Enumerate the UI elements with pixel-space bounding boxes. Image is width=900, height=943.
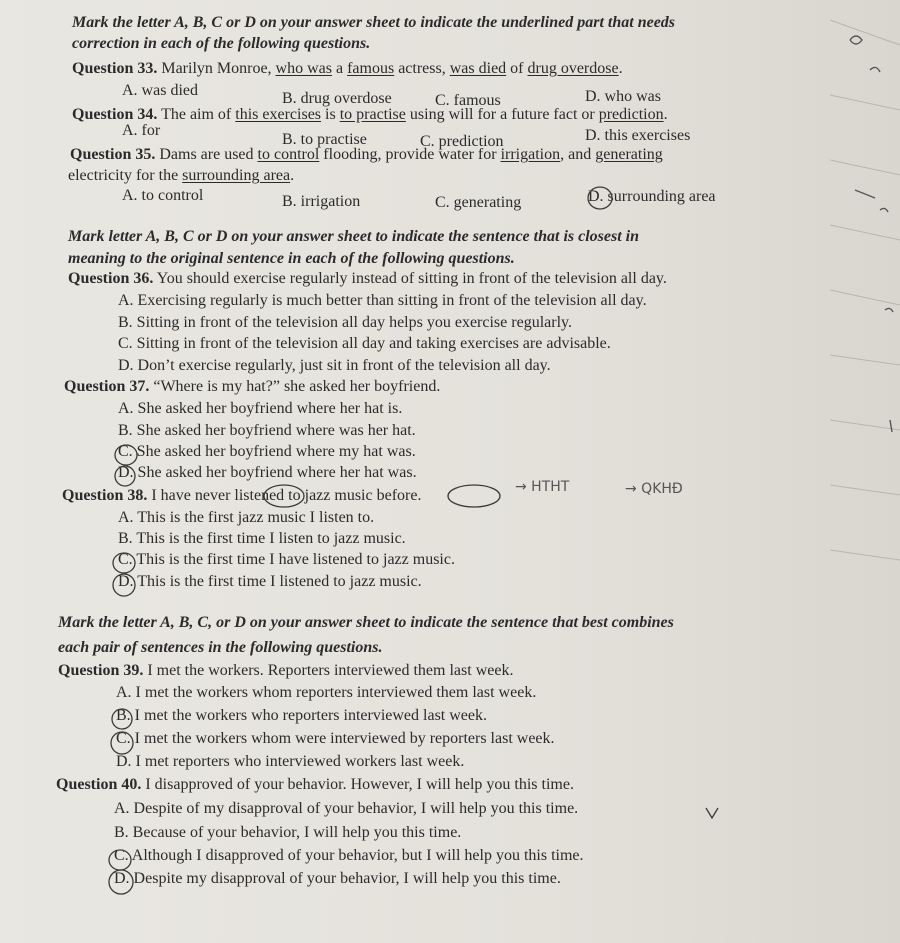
option-37-a: A. She asked her boyfriend where her hat is. [118, 400, 403, 417]
underlined-part: irrigation [500, 146, 561, 163]
question-40 [56, 776, 574, 794]
question-35-continued [68, 167, 294, 185]
section3-instruction-line2: each pair of sentences in the following questions. [58, 639, 383, 656]
underlined-part: to practise [339, 106, 406, 123]
question-text: of [510, 60, 524, 77]
option-39-b: B. I met the workers who reporters interviewed last week. [116, 707, 487, 724]
question-33 [72, 60, 623, 78]
option-38-b: B. This is the first time I listen to jazz music. [118, 530, 406, 547]
option-36-a: A. Exercising regularly is much better than sitting in front of the television all day. [118, 292, 647, 309]
option-38-a: A. This is the first jazz music I listen to. [118, 509, 375, 526]
option-34-d: D. this exercises [585, 127, 691, 144]
question-text: Marilyn Monroe, [161, 60, 272, 77]
option-35-b: B. irrigation [282, 193, 361, 210]
option-40-a: A. Despite of my disapproval of your behavior, I will help you this time. [114, 800, 579, 817]
question-text: flooding, provide water for [323, 146, 497, 163]
underlined-part: who was [275, 60, 332, 77]
section2-instruction-line1: Mark letter A, B, C or D on your answer sheet to indicate the sentence that is closest in [68, 228, 639, 245]
option-35-d: D. surrounding area [588, 188, 716, 205]
option-39-a: A. I met the workers whom reporters interviewed them last week. [116, 684, 537, 701]
underlined-part: famous [347, 60, 395, 77]
question-text: . [663, 106, 668, 123]
question-38 [62, 487, 421, 505]
question-text: is [325, 106, 336, 123]
option-40-c: C. Although I disapproved of your behavior, but I will help you this time. [114, 847, 584, 864]
question-text: You should exercise regularly instead of sitting in front of the television all day. [156, 270, 667, 287]
option-40-d: D. Despite my disapproval of your behavior, I will help you this time. [114, 870, 561, 887]
option-37-d: D. She asked her boyfriend where her hat was. [118, 464, 417, 481]
underlined-part: this exercises [235, 106, 322, 123]
question-label: Question 34. [72, 106, 158, 123]
question-text: Dams are used [159, 146, 254, 163]
question-39 [58, 662, 513, 680]
question-label: Question 35. [70, 146, 156, 163]
option-38-c: C. This is the first time I have listened to jazz music. [118, 551, 455, 568]
option-34-a: A. for [122, 122, 161, 139]
underlined-part: to control [257, 146, 320, 163]
question-text: . [618, 60, 623, 77]
question-label: Question 33. [72, 60, 158, 77]
question-text: a [335, 60, 344, 77]
option-39-d: D. I met reporters who interviewed workers last week. [116, 753, 465, 770]
option-39-c: C. I met the workers whom were interviewed by reporters last week. [116, 730, 555, 747]
question-text: using will for a future fact or [409, 106, 595, 123]
question-label: Question 38. [62, 487, 148, 504]
option-35-a: A. to control [122, 187, 204, 204]
section1-instruction-line2: correction in each of the following questions. [72, 35, 371, 52]
option-33-b: B. drug overdose [282, 90, 392, 107]
section3-instruction-line1: Mark the letter A, B, C, or D on your answer sheet to indicate the sentence that best combines [58, 614, 674, 631]
underlined-part: surrounding area [182, 167, 291, 184]
option-36-c: C. Sitting in front of the television all day and taking exercises are advisable. [118, 335, 611, 352]
underlined-part: generating [595, 146, 663, 163]
circle-word-before [448, 485, 500, 507]
question-text: The aim of [161, 106, 232, 123]
handwritten-note-tense: → HTHT [515, 479, 570, 495]
option-36-d: D. Don’t exercise regularly, just sit in front of the television all day. [118, 357, 551, 374]
question-35 [70, 146, 663, 164]
question-text: . [290, 167, 295, 184]
question-text: I have never listened to jazz music before. [151, 487, 422, 504]
question-text: I met the workers. Reporters interviewed them last week. [147, 662, 514, 679]
option-33-c: C. famous [435, 92, 501, 109]
option-34-b: B. to practise [282, 131, 367, 148]
question-text: “Where is my hat?” she asked her boyfriend. [153, 378, 441, 395]
option-36-b: B. Sitting in front of the television all day helps you exercise regularly. [118, 314, 572, 331]
question-label: Question 37. [64, 378, 150, 395]
option-34-c: C. prediction [420, 133, 504, 150]
question-label: Question 40. [56, 776, 142, 793]
question-label: Question 39. [58, 662, 144, 679]
question-text: I disapproved of your behavior. However, I will help you this time. [145, 776, 574, 793]
option-35-c: C. generating [435, 194, 522, 211]
handwritten-note-past: → QKHĐ [625, 481, 683, 497]
question-34 [72, 106, 668, 124]
option-37-b: B. She asked her boyfriend where was her hat. [118, 422, 416, 439]
option-33-d: D. who was [585, 88, 661, 105]
section1-instruction-line1: Mark the letter A, B, C or D on your answer sheet to indicate the underlined part that needs [72, 14, 676, 31]
option-38-d: D. This is the first time I listened to jazz music. [118, 573, 422, 590]
option-37-c: C. She asked her boyfriend where my hat was. [118, 443, 416, 460]
option-40-b: B. Because of your behavior, I will help you this time. [114, 824, 462, 841]
pen-x-mark-40-a [706, 808, 718, 818]
underlined-part: prediction [598, 106, 664, 123]
question-label: Question 36. [68, 270, 154, 287]
option-33-a: A. was died [122, 82, 198, 99]
underlined-part: drug overdose [527, 60, 619, 77]
question-37 [64, 378, 440, 396]
question-text: , and [560, 146, 592, 163]
question-text: electricity for the [68, 167, 179, 184]
question-36 [68, 270, 667, 288]
section2-instruction-line2: meaning to the original sentence in each of the following questions. [68, 250, 515, 267]
underlined-part: was died [449, 60, 507, 77]
question-text: actress, [398, 60, 446, 77]
